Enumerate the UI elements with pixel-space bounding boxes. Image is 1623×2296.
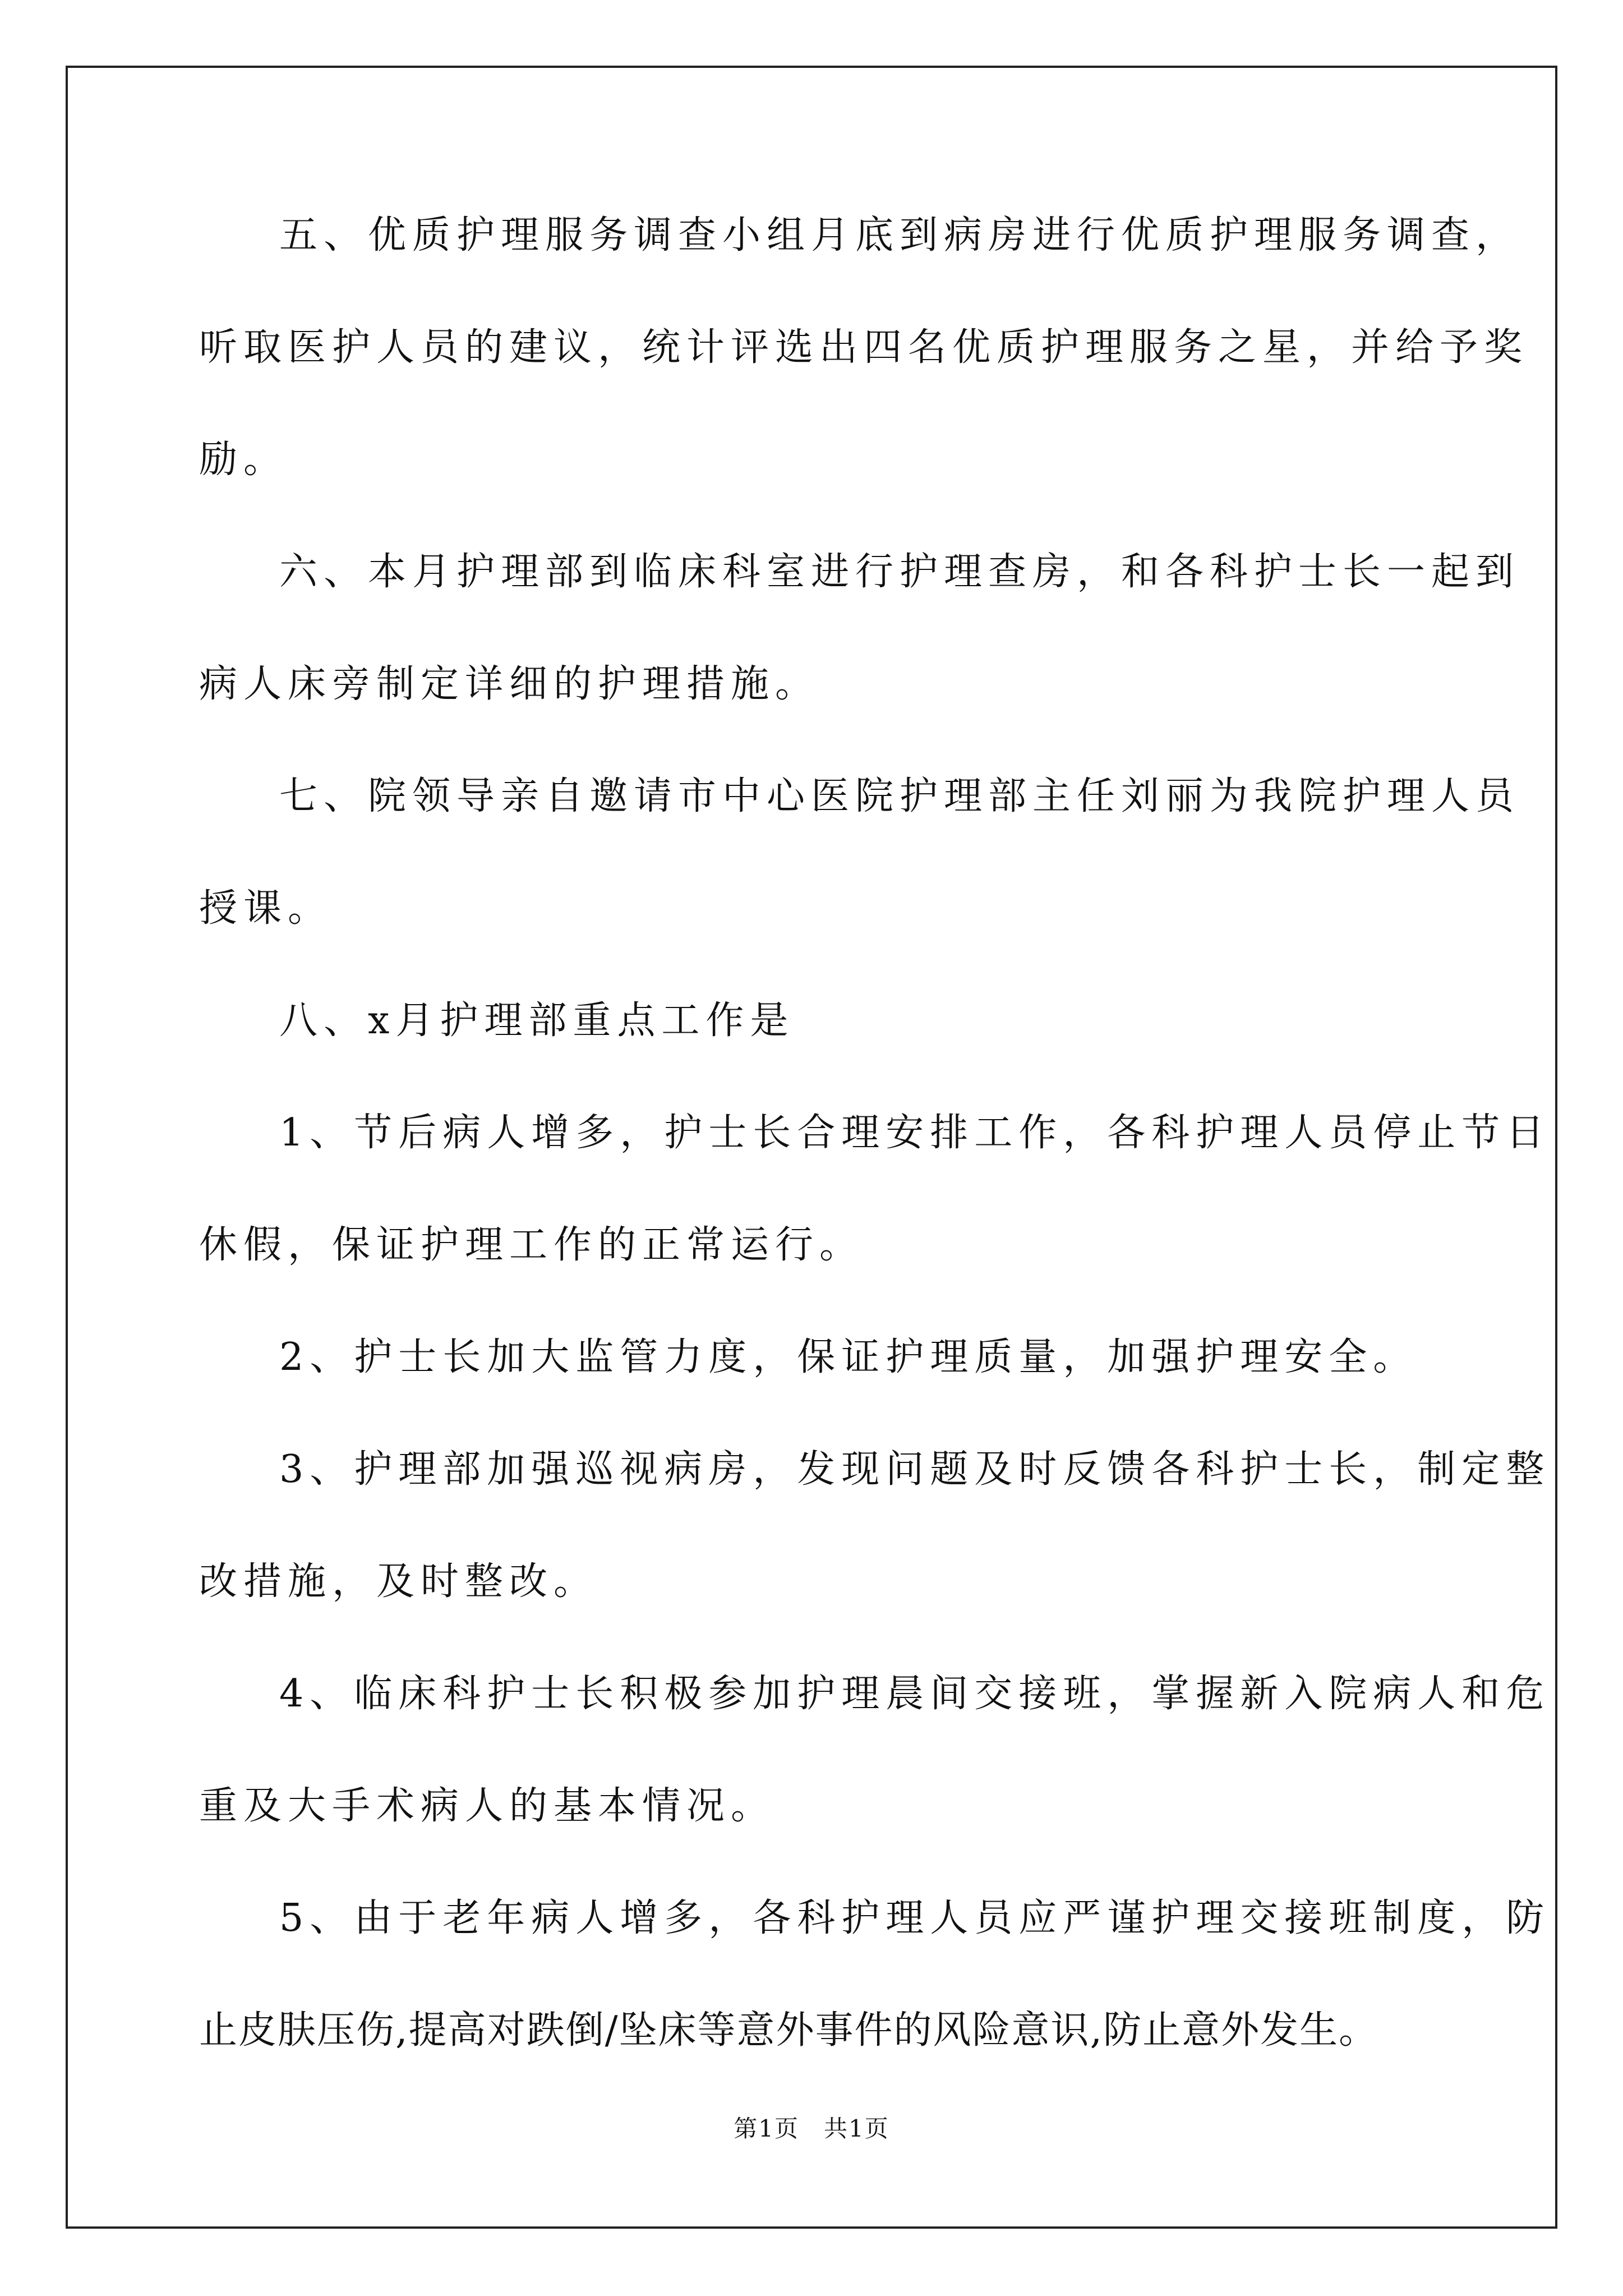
paragraph-line: 励。: [199, 438, 288, 482]
paragraph-line: 3、护理部加强巡视病房，发现问题及时反馈各科护士长，制定整: [279, 1447, 1551, 1492]
paragraph-line: 休假，保证护理工作的正常运行。: [199, 1223, 864, 1267]
page-footer: 第1页 共1页: [734, 2115, 889, 2142]
paragraph-line: 八、x月护理部重点工作是: [279, 999, 795, 1043]
paragraph-line: 5、由于老年病人增多，各科护理人员应严谨护理交接班制度，防: [279, 1896, 1551, 1940]
paragraph-line: 七、院领导亲自邀请市中心医院护理部主任刘丽为我院护理人员: [279, 774, 1520, 818]
paragraph-line: 改措施，及时整改。: [199, 1559, 598, 1604]
paragraph-line: 重及大手术病人的基本情况。: [199, 1784, 776, 1828]
paragraph-line: 1、节后病人增多，护士长合理安排工作，各科护理人员停止节日: [279, 1111, 1551, 1155]
paragraph-line: 2、护士长加大监管力度，保证护理质量，加强护理安全。: [279, 1335, 1418, 1379]
paragraph-line: 授课。: [199, 886, 333, 931]
paragraph-line: 五、优质护理服务调查小组月底到病房进行优质护理服务调查，: [279, 213, 1520, 257]
paragraph-line: 听取医护人员的建议，统计评选出四名优质护理服务之星，并给予奖: [199, 325, 1529, 370]
paragraph-line: 止皮肤压伤,提高对跌倒/坠床等意外事件的风险意识,防止意外发生。: [199, 2008, 1378, 2053]
paragraph-line: 4、临床科护士长积极参加护理晨间交接班，掌握新入院病人和危: [279, 1672, 1551, 1716]
paragraph-line: 六、本月护理部到临床科室进行护理查房，和各科护士长一起到: [279, 550, 1520, 594]
paragraph-line: 病人床旁制定详细的护理措施。: [199, 662, 820, 706]
